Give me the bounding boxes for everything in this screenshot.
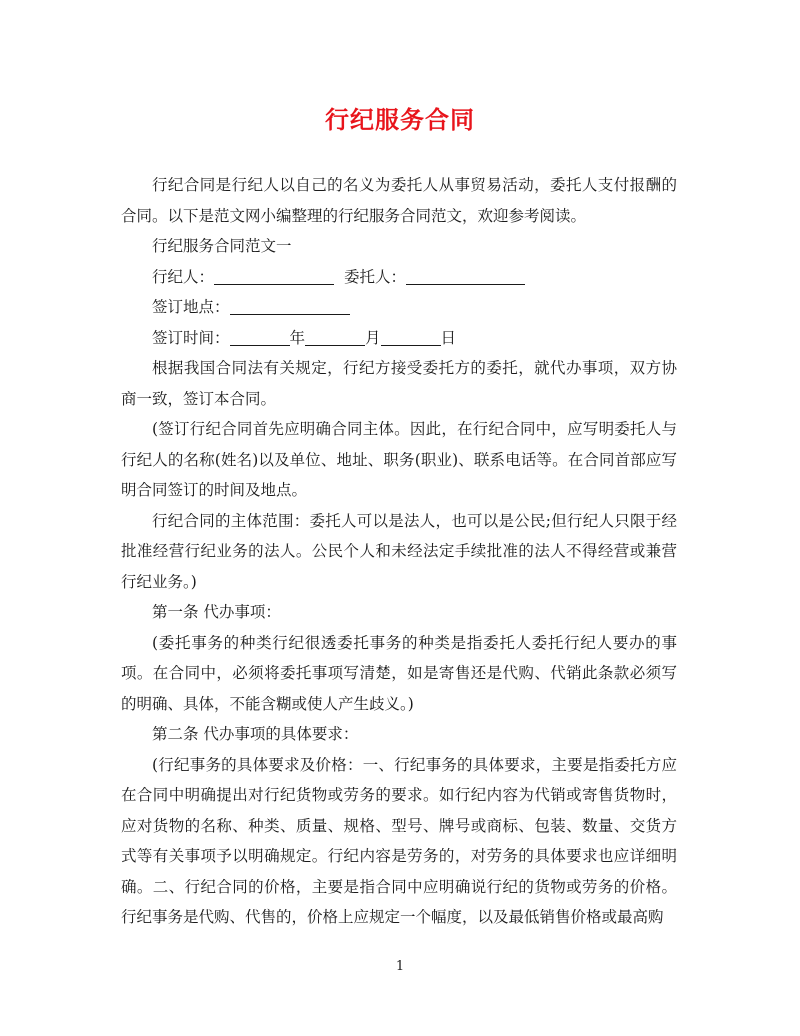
year-label: 年 bbox=[289, 328, 306, 347]
article-1-heading: 第一条 代办事项： bbox=[152, 603, 281, 621]
year-blank[interactable] bbox=[230, 327, 290, 346]
intro-paragraph: 行纪合同是行纪人以自己的名义为委托人从事贸易活动，委托人支付报酬的合同。以下是范文网小编整理的行纪服务合同范文，欢迎参考阅读。 bbox=[121, 176, 677, 225]
article-1-note: (委托事务的种类行纪很透委托事务的种类是指委托人委托行纪人要办的事项。在合同中，必须将委托事项写清楚，如是寄售还是代购、代销此条款必须写的明确、具体，不能含糊或使人产生歧义。) bbox=[121, 633, 677, 713]
place-label: 签订地点： bbox=[152, 298, 230, 316]
place-line bbox=[121, 292, 677, 323]
sample-heading: 行纪服务合同范文一 bbox=[152, 237, 292, 255]
agreement-paragraph: 根据我国合同法有关规定，行纪方接受委托方的委托，就代办事项，双方协商一致，签订本合同。 bbox=[121, 359, 677, 408]
parties-line bbox=[121, 262, 677, 293]
day-blank[interactable] bbox=[381, 327, 441, 346]
document-title: 行纪服务合同 bbox=[325, 105, 475, 134]
place-blank[interactable] bbox=[230, 296, 350, 315]
document-body bbox=[121, 170, 677, 933]
month-blank[interactable] bbox=[305, 327, 365, 346]
time-label: 签订时间： bbox=[152, 328, 230, 347]
article-2-note: (行纪事务的具体要求及价格：一、行纪事务的具体要求，主要是指委托方应在合同中明确提出对行纪货物或劳务的要求。如行纪内容为代销或寄售货物时，应对货物的名称、种类、质量、规格、型号、牌号或商标、包装、数量、交货方式等有关事项予以明确规定。行纪内容是劳务的，对劳务的具体要求也应详细明确。二、行纪合同的价格，主要是指合同中应明确说行纪的货物或劳务的价格。行纪事务是代购、代售的，价格上应规定一个幅度，以及最低销售价格或最高购 bbox=[121, 755, 677, 926]
page-number: 1 bbox=[395, 959, 405, 974]
broker-label: 行纪人： bbox=[152, 267, 215, 286]
month-label: 月 bbox=[365, 328, 381, 347]
subject-note-paragraph: (签订行纪合同首先应明确合同主体。因此，在行纪合同中，应写明委托人与行纪人的名称(姓名)以及单位、地址、职务(职业)、联系电话等。在合同首部应写明合同签订的时间及地点。 bbox=[121, 420, 677, 499]
client-label: 委托人： bbox=[344, 267, 407, 286]
article-2-heading: 第二条 代办事项的具体要求： bbox=[152, 725, 359, 743]
broker-blank[interactable] bbox=[214, 266, 334, 285]
day-label: 日 bbox=[440, 328, 457, 347]
client-blank[interactable] bbox=[406, 266, 525, 285]
subject-scope-paragraph: 行纪合同的主体范围：委托人可以是法人，也可以是公民;但行纪人只限于经批准经营行纪业务的法人。公民个人和未经法定手续批准的法人不得经营或兼营行纪业务。) bbox=[121, 511, 677, 591]
time-line bbox=[121, 323, 677, 354]
